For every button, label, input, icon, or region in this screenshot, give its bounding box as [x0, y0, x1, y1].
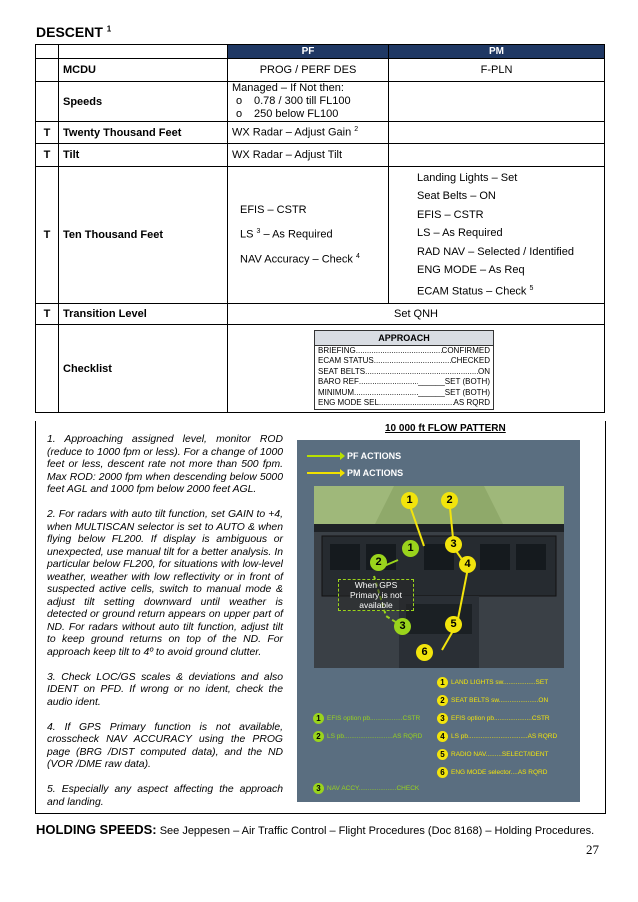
- pm-step: 2 SEAT BELTS sw......................ON: [437, 695, 548, 706]
- legend-pm: PM ACTIONS: [307, 468, 403, 478]
- pf-step-marker: 3: [394, 618, 411, 635]
- row-label: Ten Thousand Feet: [59, 167, 228, 304]
- pf-step-marker: 2: [370, 554, 387, 571]
- pm-step-marker: 5: [445, 616, 462, 633]
- approach-card: APPROACH BRIEFING ..... CONFIRMED ECAM STATUS ..... CHECKED SEAT BELTS ..... ON BARO REF ..... ______SET (BOTH) MINIMUM ..... ______SET (BOTH) ENG MODE SEL ..... AS RQRD: [314, 330, 494, 410]
- row-label: Speeds: [59, 82, 228, 122]
- yellow-arrow-icon: [307, 472, 341, 474]
- table-row: T Transition Level Set QNH: [36, 304, 605, 325]
- table-row: T Ten Thousand Feet EFIS – CSTR LS $^3$ – As Required NAV Accuracy – Check $^4$ Landing Lights – Set Seat Belts – ON EFIS – CSTR LS – As Required RAD NAV – Selected / Identified ENG MODE – As Req ECAM Status – Check $^5$: [36, 167, 605, 304]
- pm-step: 1 LAND LIGHTS sw..................SET: [437, 677, 548, 688]
- pm-cell: F-PLN: [389, 59, 605, 82]
- header-pf: PF: [228, 45, 389, 59]
- row-label: Twenty Thousand Feet: [59, 122, 228, 144]
- pm-step-marker: 6: [416, 644, 433, 661]
- pm-step: 6 ENG MODE selector....AS RQRD: [437, 767, 547, 778]
- table-header-row: [36, 45, 605, 59]
- cockpit-illustration: [314, 486, 564, 668]
- section-title: DESCENT $^1$: [36, 24, 112, 40]
- pf-step-marker: 1: [402, 540, 419, 557]
- row-label: MCDU: [59, 59, 228, 82]
- row-label: Checklist: [59, 325, 228, 413]
- pm-step: 5 RADIO NAV.........SELECT/IDENT: [437, 749, 549, 760]
- approach-item: ECAM STATUS ..... CHECKED: [315, 356, 493, 367]
- note-2: 2. For radars with auto tilt function, set GAIN to +4, when MULTISCAN selector is set to AUTO & when flying below FL200. If display is ambiguous or unexpected, use manual tilt for a better analysis. In particular below FL200, for situations with low-level weather, weather with low reflectivity or in front of suspected active cells, switch to manual mode & adjust tilt setting downward until weather is detected or ground return appears on upper part of ND. For radars without auto tilt function, adjust tilt to keep ground returns on top of the ND. For approach keep tilt to 4º to avoid ground clutter.: [47, 509, 283, 658]
- approach-item: MINIMUM ..... ______SET (BOTH): [315, 388, 493, 399]
- pm-cell: [389, 82, 605, 122]
- note-4: 4. If GPS Primary function is not available, crosscheck NAV ACCURACY using the PROG page (BRG /DIST computed data), and the ND (VOR /DME raw data).: [47, 721, 283, 770]
- page-number: 27: [586, 842, 599, 857]
- pf-cell: EFIS – CSTR LS $^3$ – As Required NAV Accuracy – Check $^4$: [228, 167, 389, 304]
- pf-cell: WX Radar – Adjust Gain $^2$: [228, 122, 389, 144]
- pm-step-marker: 4: [459, 556, 476, 573]
- note-3: 3. Check LOC/GS scales & deviations and also IDENT on PFD. If wrong or no ident, check the audio ident.: [47, 671, 283, 708]
- transition-value: Set QNH: [228, 304, 605, 325]
- pm-cell: [389, 144, 605, 167]
- table-row: T Tilt WX Radar – Adjust Tilt: [36, 144, 605, 167]
- checklist-cell: [228, 325, 605, 413]
- pm-step: 3 EFIS option pb.....................CSTR: [437, 713, 550, 724]
- pm-step: 4 LS pb.................................AS RQRD: [437, 731, 557, 742]
- descent-table: [35, 44, 605, 413]
- gps-note: When GPS Primary is not available: [338, 579, 414, 611]
- flow-pattern-panel: [297, 440, 580, 802]
- pf-cell: PROG / PERF DES: [228, 59, 389, 82]
- pm-cell: Landing Lights – Set Seat Belts – ON EFIS – CSTR LS – As Required RAD NAV – Selected / Identified ENG MODE – As Req ECAM Status – Check $^5$: [389, 167, 605, 304]
- pf-step: 3 NAV ACCY.....................CHECK: [313, 783, 419, 794]
- pm-step-marker: 3: [445, 536, 462, 553]
- pf-step: 2 LS pb...........................AS RQRD: [313, 731, 422, 742]
- table-row: [36, 59, 605, 82]
- note-5: 5. Especially any aspect affecting the approach and landing.: [47, 784, 283, 808]
- pm-step-marker: 2: [441, 492, 458, 509]
- header-pm: PM: [389, 45, 605, 59]
- legend-pf: PF ACTIONS: [307, 451, 401, 461]
- note-1: 1. Approaching assigned level, monitor ROD (reduce to 1000 fpm or less). For a change of 1000 feet or less, descent rate not more than 500 fpm. Max ROD: 2000 fpm when descending below 5000 feet AGL and 1000 fpm below 2000 feet AGL.: [47, 434, 283, 495]
- approach-item: BRIEFING ..... CONFIRMED: [315, 346, 493, 357]
- approach-item: BARO REF ..... ______SET (BOTH): [315, 377, 493, 388]
- pf-cell: Managed – If Not then: o 0.78 / 300 till FL100 o 250 below FL100: [228, 82, 389, 122]
- cockpit-image: [314, 486, 564, 668]
- pf-cell: WX Radar – Adjust Tilt: [228, 144, 389, 167]
- approach-item: ENG MODE SEL ..... AS RQRD: [315, 398, 493, 409]
- table-row: T Twenty Thousand Feet WX Radar – Adjust Gain $^2$: [36, 122, 605, 144]
- green-arrow-icon: [307, 455, 341, 457]
- notes-block: [47, 434, 283, 822]
- table-row: [36, 82, 605, 122]
- row-label: Transition Level: [59, 304, 228, 325]
- approach-item: SEAT BELTS ..... ON: [315, 367, 493, 378]
- row-label: Tilt: [59, 144, 228, 167]
- pm-cell: [389, 122, 605, 144]
- table-row: [36, 325, 605, 413]
- pm-step-marker: 1: [401, 492, 418, 509]
- holding-speeds: HOLDING SPEEDS: See Jeppesen – Air Traffic Control – Flight Procedures (Doc 8168) – Holding Procedures.: [36, 822, 595, 837]
- pf-step: 1 EFIS option pb..................CSTR: [313, 713, 420, 724]
- flow-title: 10 000 ft FLOW PATTERN: [385, 423, 506, 434]
